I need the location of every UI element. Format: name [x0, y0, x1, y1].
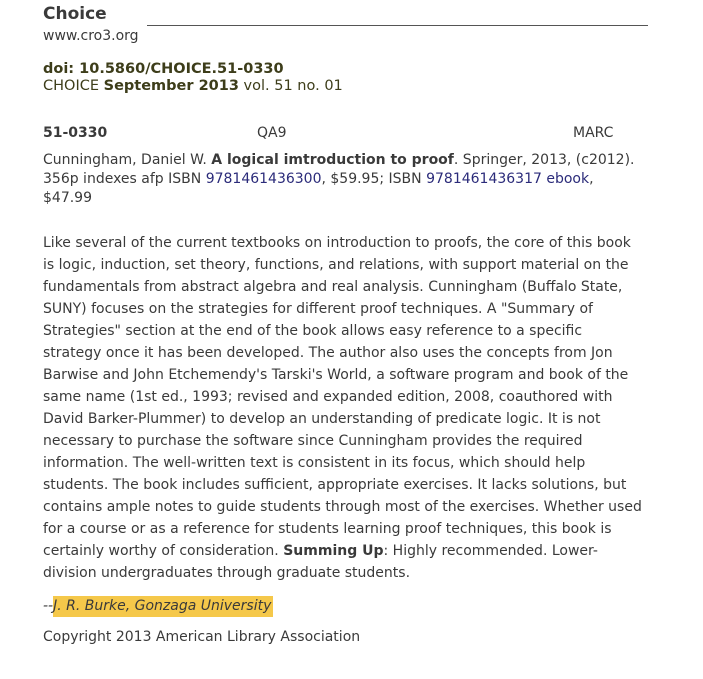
- summing-up-label: Summing Up: [283, 543, 384, 559]
- issue-line: [43, 78, 663, 94]
- review-text: Like several of the current textbooks on introduction to proofs, the core of this book is logic, induction, set theory, functions, and relations, with support material on the fundamentals from abstract algebra and real analysis. Cunningham (Buffalo State, SUNY) focuses on the strategies for different proof techniques. A "Summary of Strategies" section at the end of the book allows easy reference to a specific strategy once it has been developed. The author also uses the concepts from Jon Barwise and John Etchemendy's Tarski's World, a software program and book of the same name (1st ed., 1993; revised and expanded edition, 2008, coauthored with David Barker-Plummer) to develop an understanding of predicate logic. It is not necessary to purchase the software since Cunningham provides the required information. The well-written text is consistent in its focus, which should help students. The book includes sufficient, appropriate exercises. It lacks solutions, but contains ample notes to guide students through most of the exercises. Whether used for a course or as a reference for students learning proof techniques, this book is certainly worthy of consideration.: [43, 235, 642, 559]
- summing-up-text: : Highly recommended. Lower-division undergraduates through graduate students.: [43, 543, 598, 581]
- price-ebook: , $47.99: [43, 171, 594, 206]
- reviewer-line: [43, 598, 663, 614]
- price-print: , $59.95; ISBN: [321, 171, 422, 187]
- issue-prefix: CHOICE: [43, 78, 100, 94]
- identifier-row: [43, 125, 663, 145]
- header: [43, 0, 663, 26]
- review-page: [43, 0, 663, 645]
- citation-title: A logical imtroduction to proof: [211, 152, 454, 168]
- reviewer-name: J. R. Burke, Gonzaga University: [53, 596, 273, 617]
- citation-publisher: . Springer, 2013, (c2012). 356p indexes afp ISBN: [43, 152, 635, 187]
- brand-title: Choice: [43, 4, 107, 24]
- isbn-print-link[interactable]: 9781461436300: [205, 171, 322, 187]
- doi-line: doi: 10.5860/CHOICE.51-0330: [43, 61, 284, 77]
- reviewer-dash: --: [43, 598, 54, 614]
- marc-label: MARC: [573, 125, 614, 141]
- issue-volume: vol. 51 no. 01: [243, 78, 343, 94]
- citation-author: Cunningham, Daniel W.: [43, 152, 207, 168]
- header-divider: [147, 25, 648, 26]
- isbn-ebook-link[interactable]: 9781461436317 ebook: [426, 171, 590, 187]
- review-body: [43, 232, 643, 584]
- citation: [43, 151, 643, 208]
- lc-class: QA9: [257, 125, 287, 141]
- issue-month-year: September 2013: [103, 78, 239, 94]
- site-url: www.cro3.org: [43, 28, 139, 44]
- copyright-notice: Copyright 2013 American Library Association: [43, 629, 361, 645]
- review-number: 51-0330: [43, 125, 108, 141]
